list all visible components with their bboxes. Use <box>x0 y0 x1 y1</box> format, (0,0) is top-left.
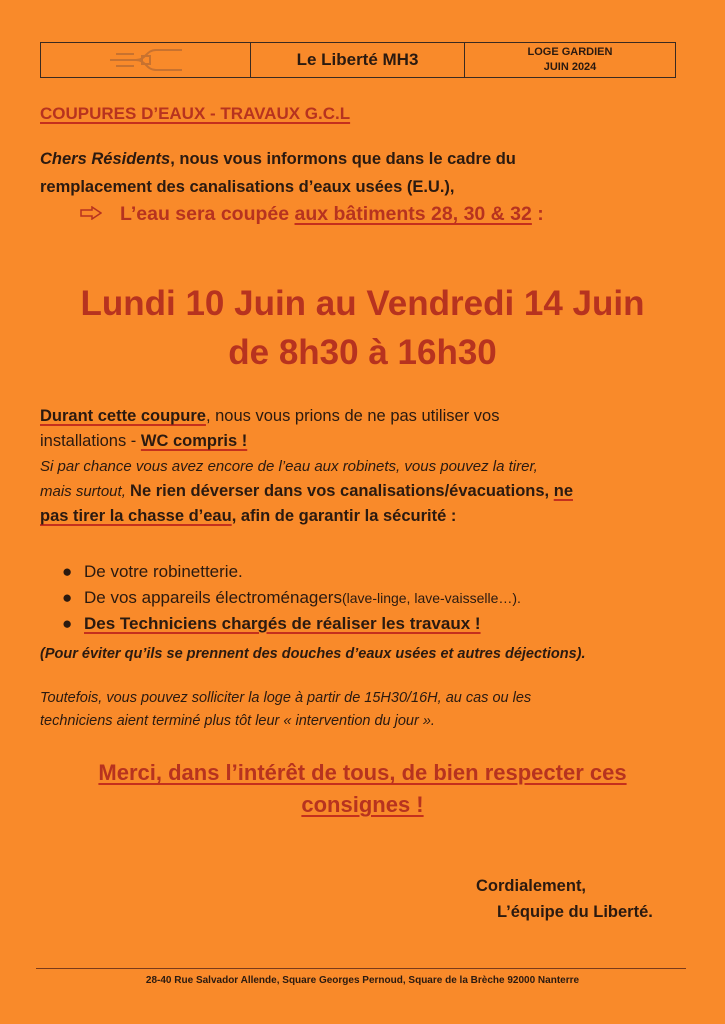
header-meta-date: JUIN 2024 <box>543 61 597 73</box>
thanks-line-1: Merci, dans l’intérêt de tous, de bien respecter ces <box>98 760 627 785</box>
date-range: Lundi 10 Juin au Vendredi 14 Juin <box>80 284 645 323</box>
info-line-2: techniciens aient terminé plus tôt leur « intervention du jour ». <box>40 713 435 729</box>
cut-notice-lead: L’eau sera coupée <box>120 203 295 225</box>
instruction-line-4-lead: mais surtout, <box>40 483 131 500</box>
cut-notice <box>80 203 544 226</box>
logo-cell <box>41 43 251 77</box>
instruction-line-1 <box>40 407 499 426</box>
instruction-line-4-bold: Ne rien déverser dans vos canalisations/évacuations, <box>130 482 554 500</box>
safety-list <box>62 562 702 640</box>
instruction-line-5-rest: , afin de garantir la sécurité : <box>231 507 457 525</box>
bullet-icon: ● <box>62 614 73 633</box>
parenthetical-note: (Pour éviter qu’ils se prennent des douches d’eaux usées et autres déjections). <box>40 646 586 662</box>
signature-closing: Cordialement, <box>476 877 587 895</box>
list-item <box>62 614 702 640</box>
list-item <box>62 588 702 614</box>
instruction-line-4 <box>40 482 573 501</box>
cut-notice-buildings: aux bâtiments 28, 30 & 32 <box>294 203 532 225</box>
cut-notice-tail: : <box>531 203 544 225</box>
flush-warning: pas tirer la chasse d’eau <box>40 507 232 525</box>
intro-greeting: Chers Résidents <box>40 150 171 168</box>
instruction-line-3: Si par chance vous avez encore de l’eau aux robinets, vous pouvez la tirer, <box>40 458 538 475</box>
instruction-line-5 <box>40 507 456 526</box>
list-item-text: Des Techniciens chargés de réaliser les travaux ! <box>84 614 481 633</box>
thanks-line-2: consignes ! <box>301 792 424 817</box>
time-range: de 8h30 à 16h30 <box>228 333 497 372</box>
bullet-icon: ● <box>62 562 73 581</box>
intro-line-2: remplacement des canalisations d’eaux usées (E.U.), <box>40 178 455 196</box>
instruction-emphasis: Durant cette coupure <box>40 407 206 425</box>
instruction-line-2-lead: installations - <box>40 432 141 450</box>
intro-line-1 <box>40 150 516 169</box>
intro-line-1-rest: , nous vous informons que dans le cadre du <box>170 150 516 168</box>
list-item <box>62 562 702 588</box>
header-table <box>40 42 676 78</box>
info-line-1: Toutefois, vous pouvez solliciter la loge à partir de 15H30/16H, au cas ou les <box>40 690 532 706</box>
instruction-line-1-rest: , nous vous prions de ne pas utiliser vos <box>205 407 500 425</box>
header-meta-office: LOGE GARDIEN <box>527 46 613 58</box>
instruction-line-2 <box>40 432 247 451</box>
bullet-icon: ● <box>62 588 73 607</box>
list-item-detail: (lave-linge, lave-vaisselle…). <box>341 590 521 606</box>
residence-title: Le Liberté MH3 <box>251 43 465 77</box>
wc-warning: WC compris ! <box>140 432 248 450</box>
instruction-line-4-emph: ne <box>553 482 573 500</box>
notice-subject: COUPURES D’EAUX - TRAVAUX G.C.L <box>40 104 351 123</box>
arrow-right-icon <box>80 203 102 226</box>
signature-team: L’équipe du Liberté. <box>497 903 653 921</box>
footer-divider <box>36 968 686 969</box>
residence-logo-icon <box>106 46 186 74</box>
footer-address: 28-40 Rue Salvador Allende, Square Georges Pernoud, Square de la Brèche 92000 Nanterre <box>145 975 580 986</box>
header-meta <box>465 43 675 77</box>
list-item-text: De votre robinetterie. <box>84 562 243 581</box>
list-item-text: De vos appareils électroménagers <box>84 588 342 607</box>
